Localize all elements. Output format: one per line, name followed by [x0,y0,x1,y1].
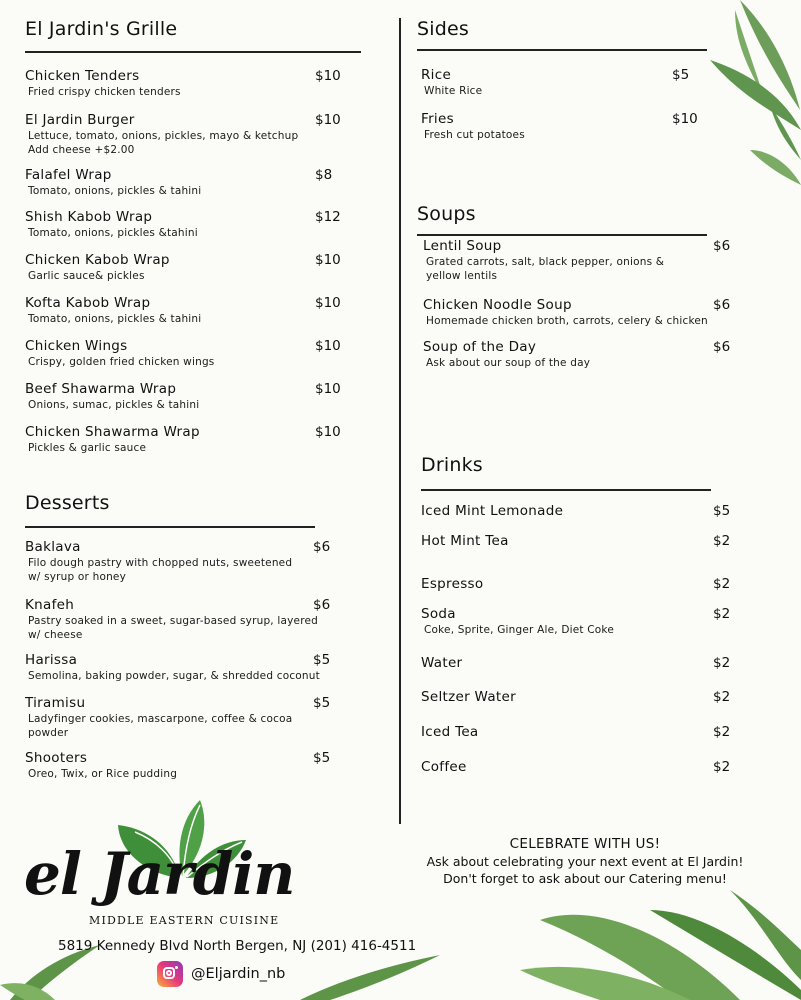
grille-item-price: $10 [315,252,341,268]
grille-item-price: $10 [315,338,341,354]
sides-item-price: $5 [672,67,690,83]
soups-item-price: $6 [713,339,731,355]
celebrate-line-1: Ask about celebrating your next event at El Jardin! [426,854,744,869]
desserts-item-price: $6 [313,539,331,555]
instagram-row [157,960,285,988]
soups-item-name: Chicken Noodle Soup [423,297,572,313]
drinks-item-price: $2 [713,576,731,592]
soups-item-description: Ask about our soup of the day [426,357,591,369]
grille-item-description: Onions, sumac, pickles & tahini [28,399,200,411]
grille-item-price: $10 [315,295,341,311]
grille-item-description: Tomato, onions, pickles & tahini [28,313,202,325]
restaurant-logo [22,800,322,930]
sides-item-name: Fries [421,111,454,127]
sides-item-price: $10 [672,111,698,127]
soups-item-description: Homemade chicken broth, carrots, celery & chicken [426,315,708,327]
desserts-item-description: Ladyfinger cookies, mascarpone, coffee & cocoa powder [28,713,293,739]
celebrate-block [420,836,750,887]
grille-item-name: Shish Kabob Wrap [25,209,153,225]
column-divider [399,18,401,824]
section-rule-grille [25,51,361,53]
drinks-item-name: Iced Tea [421,724,479,740]
sides-item-description: White Rice [424,85,483,97]
desserts-item-name: Knafeh [25,597,75,613]
desserts-item-description: Oreo, Twix, or Rice pudding [28,768,178,780]
grille-item-price: $10 [315,68,341,84]
soups-item-price: $6 [713,238,731,254]
drinks-item-price: $2 [713,689,731,705]
section-title-sides: Sides [417,18,469,40]
desserts-item-price: $5 [313,750,331,766]
leaf-decoration-top-right [680,0,801,200]
grille-item-price: $12 [315,209,341,225]
section-rule-drinks [421,489,711,491]
grille-item-name: El Jardin Burger [25,112,135,128]
grille-item-price: $8 [315,167,333,183]
drinks-item-name: Coffee [421,759,467,775]
desserts-item-name: Baklava [25,539,81,555]
logo-text: el Jardin [24,840,295,908]
drinks-item-price: $5 [713,503,731,519]
grille-item-description: Crispy, golden fried chicken wings [28,356,215,368]
leaf-decoration-bottom-center [300,950,440,1000]
celebrate-line-2: Don't forget to ask about our Catering menu! [443,871,727,886]
drinks-item-name: Espresso [421,576,484,592]
address-phone: 5819 Kennedy Blvd North Bergen, NJ (201) 416-4511 [58,938,417,954]
grille-item-description: Lettuce, tomato, onions, pickles, mayo & ketchup Add cheese +$2.00 [28,130,299,156]
grille-item-price: $10 [315,112,341,128]
leaf-decoration-bottom-right [480,880,801,1000]
desserts-item-name: Shooters [25,750,88,766]
sides-item-description: Fresh cut potatoes [424,129,525,141]
section-rule-soups [417,234,707,236]
instagram-handle[interactable]: @Eljardin_nb [191,966,286,982]
grille-item-name: Chicken Wings [25,338,128,354]
section-rule-desserts [25,526,315,528]
grille-item-name: Chicken Shawarma Wrap [25,424,200,440]
logo-subtitle: MIDDLE EASTERN CUISINE [89,914,280,927]
desserts-item-description: Pastry soaked in a sweet, sugar-based syrup, layered w/ cheese [28,615,319,641]
drinks-item-price: $2 [713,533,731,549]
soups-item-price: $6 [713,297,731,313]
soups-item-description: Grated carrots, salt, black pepper, onions & yellow lentils [426,256,665,282]
soups-item-name: Lentil Soup [423,238,502,254]
drinks-item-price: $2 [713,724,731,740]
section-rule-sides [417,49,707,51]
desserts-item-price: $6 [313,597,331,613]
drinks-item-price: $2 [713,606,731,622]
celebrate-heading: CELEBRATE WITH US! [509,836,661,852]
desserts-item-name: Harissa [25,652,78,668]
section-title-desserts: Desserts [25,492,110,514]
desserts-item-name: Tiramisu [25,695,86,711]
drinks-item-name: Soda [421,606,456,622]
desserts-item-price: $5 [313,695,331,711]
grille-item-price: $10 [315,381,341,397]
grille-item-description: Tomato, onions, pickles & tahini [28,185,202,197]
grille-item-description: Garlic sauce& pickles [28,270,145,282]
grille-item-name: Chicken Kabob Wrap [25,252,170,268]
desserts-item-description: Filo dough pastry with chopped nuts, sweetened w/ syrup or honey [28,557,293,583]
drinks-item-name: Seltzer Water [421,689,516,705]
section-title-drinks: Drinks [421,454,483,476]
grille-item-name: Chicken Tenders [25,68,140,84]
soups-item-name: Soup of the Day [423,339,537,355]
grille-item-description: Fried crispy chicken tenders [28,86,181,98]
grille-item-price: $10 [315,424,341,440]
grille-item-name: Kofta Kabob Wrap [25,295,151,311]
grille-item-description: Tomato, onions, pickles &tahini [28,227,198,239]
desserts-item-description: Semolina, baking powder, sugar, & shredded coconut [28,670,320,682]
grille-item-name: Beef Shawarma Wrap [25,381,177,397]
drinks-item-name: Hot Mint Tea [421,533,509,549]
drinks-item-price: $2 [713,655,731,671]
grille-item-name: Falafel Wrap [25,167,112,183]
drinks-item-price: $2 [713,759,731,775]
section-title-grille: El Jardin's Grille [25,18,178,40]
drinks-item-name: Iced Mint Lemonade [421,503,564,519]
drinks-item-description: Coke, Sprite, Ginger Ale, Diet Coke [424,624,614,636]
desserts-item-price: $5 [313,652,331,668]
drinks-item-name: Water [421,655,463,671]
instagram-icon[interactable] [157,961,183,987]
grille-item-description: Pickles & garlic sauce [28,442,147,454]
section-title-soups: Soups [417,203,476,225]
sides-item-name: Rice [421,67,452,83]
